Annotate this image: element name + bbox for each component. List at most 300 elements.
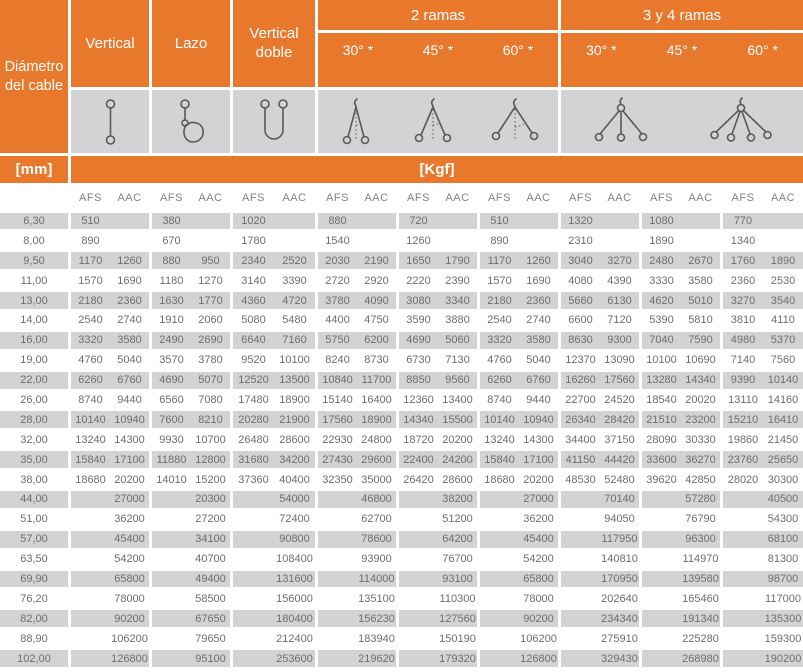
aac-value [438,231,477,251]
aac-value: 54200 [523,553,554,566]
aac-value: 30330 [685,433,716,446]
aac-value [681,213,720,230]
value-pair-cell [642,470,720,490]
afs-value [561,650,600,667]
afs-value [561,491,600,508]
afs-value: 17480 [238,393,269,406]
afs-value: 15140 [322,393,353,406]
value-pair-cell [480,330,558,350]
afs-value: 1320 [568,214,593,227]
value-pair-cell [318,589,396,609]
afs-value [318,491,357,508]
afs-value: 4620 [649,294,674,307]
value-pair-cell [152,450,230,470]
aac-value: 58500 [195,592,226,605]
aac-value: 4750 [364,314,389,327]
afs-value: 1570 [487,274,512,287]
value-pair-cell [480,589,558,609]
aac-value: 10690 [685,354,716,367]
table-row [0,410,803,430]
aac-value: 20020 [685,393,716,406]
value-pair-cell [233,589,315,609]
afs-value: 1260 [406,234,431,247]
afs-value: 8740 [487,393,512,406]
afs-value: 3040 [568,254,593,267]
aac-value: 202640 [601,592,638,605]
value-pair-cell [480,549,558,569]
value-pair-cell [318,310,396,330]
angle-header-45: 45° * [422,42,454,58]
aac-value: 67650 [195,612,226,625]
value-pair-cell [399,430,477,450]
aac-value: 42850 [685,473,716,486]
aac-label: AAC [198,192,223,204]
afs-value: 23760 [727,453,759,466]
value-pair-cell [71,609,149,629]
value-pair-cell [480,291,558,311]
afs-value [399,531,438,548]
afs-value [152,549,191,569]
value-pair-cell [723,430,803,450]
aac-value: 135100 [358,592,395,605]
aac-value: 17100 [114,453,145,466]
value-pair-cell [561,470,639,490]
value-pair-cell [233,310,315,330]
afs-value [642,629,681,649]
angle-header-45: 45° * [666,42,698,58]
value-pair-cell [723,310,803,330]
value-pair-cell [233,649,315,669]
value-pair-cell [152,231,230,251]
value-pair-cell [152,649,230,669]
value-pair-cell [480,370,558,390]
aac-value: 10700 [195,433,226,446]
aac-value: 225280 [682,632,719,645]
afs-value: 18720 [403,433,434,446]
afs-value: 22700 [565,393,596,406]
aac-value: 3390 [282,274,307,287]
afs-value [723,589,763,609]
aac-value: 21900 [279,413,310,426]
column-header-lazo: Lazo [152,0,230,87]
aac-value: 1270 [198,274,223,287]
afs-value: 2180 [487,294,512,307]
afs-value: 5750 [325,334,350,347]
afs-value [561,509,600,529]
value-pair-cell [233,470,315,490]
afs-value [71,610,110,627]
afs-value [399,629,438,649]
aac-value: 3340 [445,294,470,307]
aac-value: 6760 [117,374,142,387]
aac-value: 150190 [439,632,476,645]
value-pair-cell [561,310,639,330]
afs-value [480,610,519,627]
afs-value: 20280 [238,413,269,426]
value-pair-cell [399,450,477,470]
aac-value: 37150 [604,433,635,446]
value-pair-cell [399,350,477,370]
value-pair-cell [399,589,477,609]
diameter-cell: 63,50 [20,553,48,566]
value-pair-cell [399,609,477,629]
value-pair-cell [233,350,315,370]
value-pair-cell [399,509,477,529]
angle-header-60: 60° * [747,42,778,58]
value-pair-cell [642,609,720,629]
table-row [0,350,803,370]
table-row [0,629,803,649]
value-pair-cell [480,350,558,370]
table-row [0,370,803,390]
value-pair-cell [318,509,396,529]
subheader-pair [642,185,720,211]
value-pair-cell [71,211,149,231]
value-pair-cell [642,211,720,231]
aac-value: 191340 [682,612,719,625]
value-pair-cell [480,271,558,291]
aac-value: 34200 [279,453,310,466]
aac-value: 36200 [523,513,554,526]
value-pair-cell [399,211,477,231]
value-pair-cell [318,330,396,350]
aac-value: 13400 [442,393,473,406]
afs-value: 3080 [406,294,431,307]
afs-value [480,589,519,609]
value-pair-cell [642,231,720,251]
afs-value: 4690 [406,334,431,347]
diameter-column-header: Diámetro del cable [0,0,68,153]
afs-value: 380 [162,214,181,227]
two-leg-sling-30deg-icon [334,97,378,147]
afs-value: 770 [733,214,753,227]
afs-value [233,571,274,588]
afs-value [152,491,191,508]
value-pair-cell [399,410,477,430]
value-pair-cell [480,489,558,509]
aac-value: 131600 [276,572,313,585]
three-leg-sling-icon [586,97,656,147]
afs-value: 12520 [238,374,269,387]
aac-value: 165460 [682,592,719,605]
value-pair-cell [480,410,558,430]
diameter-cell: 19,00 [20,354,48,367]
value-pair-cell [642,489,720,509]
aac-value: 275910 [601,632,638,645]
value-pair-cell [480,251,558,271]
value-pair-cell [642,430,720,450]
value-pair-cell [71,430,149,450]
aac-value: 28420 [604,413,635,426]
table-row [0,251,803,271]
afs-value [642,531,681,548]
subheader-pair [723,185,803,211]
value-pair-cell [480,629,558,649]
afs-value: 6260 [78,374,103,387]
aac-value: 28600 [279,433,310,446]
afs-value: 6730 [406,354,431,367]
angle-header-30: 30° * [342,42,374,58]
afs-value [318,610,357,627]
value-pair-cell [152,549,230,569]
aac-value: 2360 [526,294,551,307]
afs-value: 3140 [241,274,266,287]
aac-value [110,231,149,251]
aac-value: 14300 [114,433,145,446]
aac-value: 68100 [767,533,799,546]
afs-value [318,571,357,588]
value-pair-cell [723,589,803,609]
value-pair-cell [233,410,315,430]
aac-value: 114970 [682,553,719,566]
aac-value: 18900 [361,413,392,426]
afs-value: 12360 [403,393,434,406]
afs-value [318,589,357,609]
angle-header-60: 60° * [502,42,534,58]
value-pair-cell [152,489,230,509]
diameter-cell: 11,00 [20,274,48,287]
afs-value [561,610,600,627]
value-pair-cell [318,489,396,509]
value-pair-cell [71,310,149,330]
table-row [0,231,803,251]
subheader-pair [71,185,149,211]
afs-value: 510 [490,214,509,227]
diameter-cell: 44,00 [0,489,68,509]
aac-value: 8730 [364,354,389,367]
afs-value [642,589,681,609]
value-pair-cell [642,390,720,410]
angle-headers-2-ramas [318,33,558,87]
value-pair-cell [233,609,315,629]
angle-header-30: 30° * [586,42,617,58]
afs-value: 5080 [241,314,266,327]
afs-value [399,650,438,667]
afs-label: AFS [650,192,673,204]
value-pair-cell [71,589,149,609]
aac-value: 40500 [767,493,799,506]
three-four-leg-sling-icons [561,90,803,153]
value-pair-cell [561,211,639,231]
afs-label: AFS [326,192,349,204]
value-pair-cell [318,350,396,370]
aac-value: 7120 [607,314,632,327]
afs-value: 28020 [727,473,759,486]
value-pair-cell [642,350,720,370]
afs-value: 8850 [406,374,431,387]
value-pair-cell [233,390,315,410]
aac-value: 2530 [770,274,796,287]
value-pair-cell [233,211,315,231]
aac-label: AAC [770,192,796,204]
value-pair-cell [723,549,803,569]
aac-value: 1260 [526,254,551,267]
diameter-cell: 8,00 [23,234,45,247]
value-pair-cell [318,271,396,291]
aac-value [191,213,230,230]
value-pair-cell [318,430,396,450]
afs-value: 13110 [728,393,758,406]
aac-value [110,213,149,230]
value-pair-cell [561,430,639,450]
value-pair-cell [71,549,149,569]
aac-value: 1690 [526,274,551,287]
aac-value: 106200 [111,632,148,645]
value-pair-cell [399,231,477,251]
aac-label: AAC [526,192,551,204]
diameter-cell: 26,00 [20,393,48,406]
value-pair-cell [71,291,149,311]
afs-value: 4760 [78,354,103,367]
value-pair-cell [480,529,558,549]
afs-value [318,629,357,649]
value-pair-cell [152,271,230,291]
value-pair-cell [152,470,230,490]
table-row [0,609,803,629]
value-pair-cell [318,370,396,390]
value-pair-cell [561,649,639,669]
aac-value: 2190 [364,254,389,267]
afs-value: 890 [81,234,100,247]
aac-value: 57280 [685,493,716,506]
diameter-cell: 9,50 [0,251,68,271]
value-pair-cell [152,529,230,549]
afs-value [561,589,600,609]
unit-mm-label: [mm] [0,156,68,183]
afs-value: 17560 [322,413,353,426]
value-pair-cell [399,529,477,549]
value-pair-cell [723,489,803,509]
aac-value: 4720 [282,294,307,307]
value-pair-cell [642,509,720,529]
aac-value: 3580 [688,274,713,287]
afs-value: 13240 [484,433,515,446]
aac-value: 2060 [198,314,223,327]
value-pair-cell [152,509,230,529]
afs-label: AFS [242,192,265,204]
afs-value [723,549,763,569]
value-pair-cell [399,330,477,350]
value-pair-cell [152,350,230,370]
afs-value: 14010 [156,473,187,486]
value-pair-cell [480,231,558,251]
diameter-cell: 32,00 [20,433,48,446]
afs-value: 1020 [241,214,266,227]
aac-value: 156000 [276,592,313,605]
aac-value: 108400 [276,553,313,566]
aac-value [274,231,315,251]
diameter-cell: 76,20 [20,592,48,605]
value-pair-cell [723,529,803,549]
afs-value: 18680 [75,473,106,486]
aac-value: 65800 [114,572,145,585]
value-pair-cell [71,450,149,470]
aac-value: 5070 [198,374,223,387]
table-row [0,529,803,549]
aac-value: 5370 [770,334,796,347]
aac-value: 27200 [195,513,226,526]
afs-value: 27430 [322,453,353,466]
diameter-cell: 14,00 [20,314,48,327]
afs-value: 5390 [649,314,674,327]
diameter-cell: 82,00 [0,609,68,629]
afs-value [152,610,191,627]
value-pair-cell [71,529,149,549]
afs-value: 8240 [325,354,350,367]
value-pair-cell [318,649,396,669]
aac-value: 6130 [607,294,632,307]
value-pair-cell [318,291,396,311]
table-row [0,291,803,311]
value-pair-cell [71,649,149,669]
aac-value: 139580 [682,572,719,585]
table-row [0,271,803,291]
aac-value: 13090 [604,354,635,367]
afs-label: AFS [731,192,755,204]
value-pair-cell [152,211,230,231]
aac-value: 1690 [117,274,142,287]
afs-value [318,531,357,548]
afs-value: 7040 [649,334,674,347]
diameter-cell: 13,00 [0,291,68,311]
afs-value [399,549,438,569]
afs-value [480,531,519,548]
afs-value: 6260 [487,374,512,387]
afs-value: 3810 [730,314,756,327]
double-vertical-basket-sling-icon [233,90,315,153]
value-pair-cell [642,529,720,549]
value-pair-cell [561,489,639,509]
table-row [0,450,803,470]
value-pair-cell [152,291,230,311]
aac-value: 20300 [195,493,226,506]
two-leg-sling-45deg-icon [409,97,457,147]
aac-value: 110300 [439,592,476,605]
value-pair-cell [723,629,803,649]
afs-value: 26480 [238,433,269,446]
aac-value: 24800 [361,433,392,446]
afs-value: 1080 [649,214,674,227]
afs-value [642,509,681,529]
aac-value: 212400 [276,632,313,645]
aac-value: 3270 [607,254,632,267]
aac-value: 7560 [770,354,796,367]
aac-value: 44420 [604,453,635,466]
afs-value: 3780 [325,294,350,307]
aac-value: 36200 [114,513,145,526]
value-pair-cell [318,629,396,649]
aac-value: 40400 [279,473,310,486]
aac-value: 23200 [685,413,716,426]
aac-value: 52480 [604,473,635,486]
value-pair-cell [480,390,558,410]
afs-value: 9390 [730,374,756,387]
value-pair-cell [399,569,477,589]
value-pair-cell [480,609,558,629]
value-pair-cell [233,271,315,291]
value-pair-cell [318,450,396,470]
aac-label: AAC [607,192,632,204]
value-pair-cell [152,609,230,629]
value-pair-cell [723,211,803,231]
afs-value [318,549,357,569]
afs-value: 34400 [565,433,596,446]
afs-value [642,491,681,508]
afs-value [71,491,110,508]
afs-value [642,549,681,569]
value-pair-cell [233,489,315,509]
aac-value: 79650 [195,632,226,645]
